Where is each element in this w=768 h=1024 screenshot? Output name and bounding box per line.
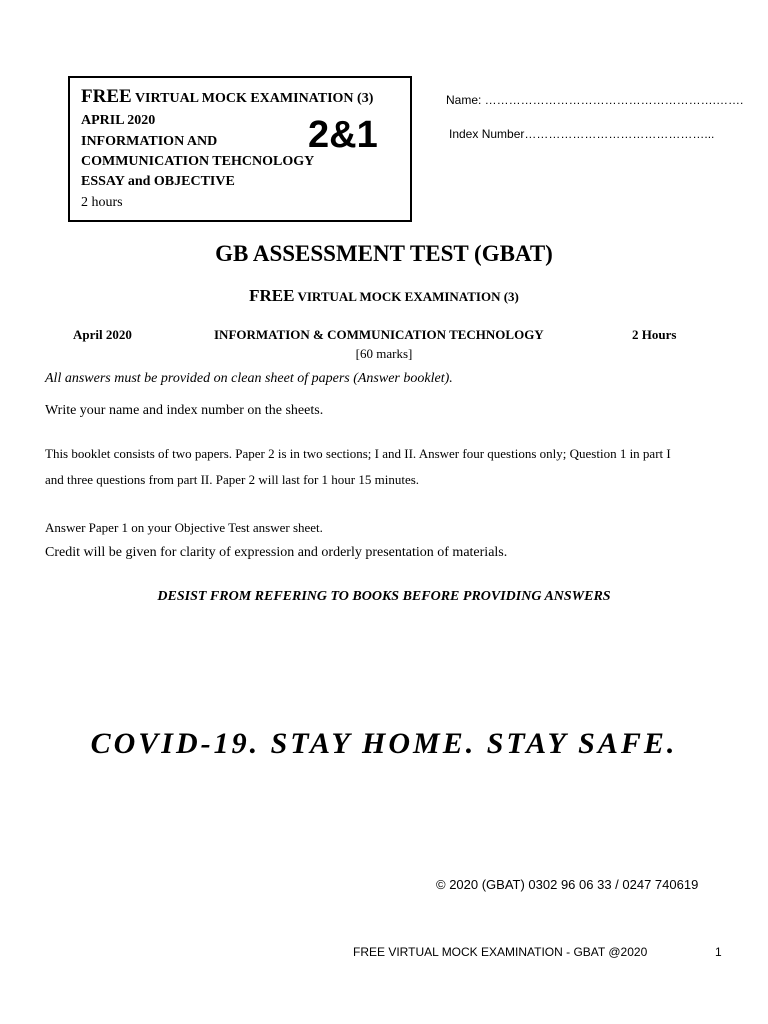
page-number: 1 (715, 945, 722, 959)
subtitle-rest: VIRTUAL MOCK EXAMINATION (3) (297, 289, 519, 304)
header-virtual: VIRTUAL MOCK EXAMINATION (3) (134, 91, 374, 106)
booklet-info-line2: and three questions from part II. Paper 2 will last for 1 hour 15 minutes. (45, 472, 420, 487)
copyright-contact: © 2020 (GBAT) 0302 96 06 33 / 0247 740619 (436, 877, 699, 892)
header-subject-line2: COMMUNICATION TEHCNOLOGY (81, 154, 315, 169)
paper-code: 2&1 (308, 114, 378, 156)
exam-date: April 2020 (73, 327, 132, 342)
header-subject-line1: INFORMATION AND (81, 134, 218, 149)
header-free-line (81, 86, 373, 108)
desist-warning: DESIST FROM REFERING TO BOOKS BEFORE PROVIDING ANSWERS (157, 589, 611, 604)
page-title: GB ASSESSMENT TEST (GBAT) (215, 241, 553, 266)
booklet-info-line1: This booklet consists of two papers. Paper 2 is in two sections; I and II. Answer four questions only; Question 1 in part I (45, 446, 671, 461)
header-free: FREE (81, 86, 132, 107)
header-duration: 2 hours (81, 195, 123, 210)
footer-text: FREE VIRTUAL MOCK EXAMINATION - GBAT @2020 (353, 945, 648, 959)
subtitle-free: FREE (249, 286, 295, 305)
subtitle (0, 286, 768, 306)
header-date: APRIL 2020 (81, 113, 156, 128)
exam-duration: 2 Hours (632, 327, 677, 342)
exam-marks: [60 marks] (355, 346, 413, 361)
answers-note: All answers must be provided on clean sheet of papers (Answer booklet). (45, 371, 453, 386)
exam-subject: INFORMATION & COMMUNICATION TECHNOLOGY (214, 327, 544, 342)
exam-header-box (68, 76, 412, 222)
write-name-instruction: Write your name and index number on the sheets. (45, 403, 324, 418)
index-number-field-label: Index Number………………………………………... (449, 127, 715, 141)
paper1-instruction: Answer Paper 1 on your Objective Test answer sheet. (45, 520, 323, 535)
covid-slogan: COVID-19. STAY HOME. STAY SAFE. (90, 727, 678, 760)
credit-instruction: Credit will be given for clarity of expression and orderly presentation of materials. (45, 545, 508, 560)
name-field-label: Name: ………………………………………………….……. (446, 93, 744, 107)
header-paper-type: ESSAY and OBJECTIVE (81, 174, 235, 189)
